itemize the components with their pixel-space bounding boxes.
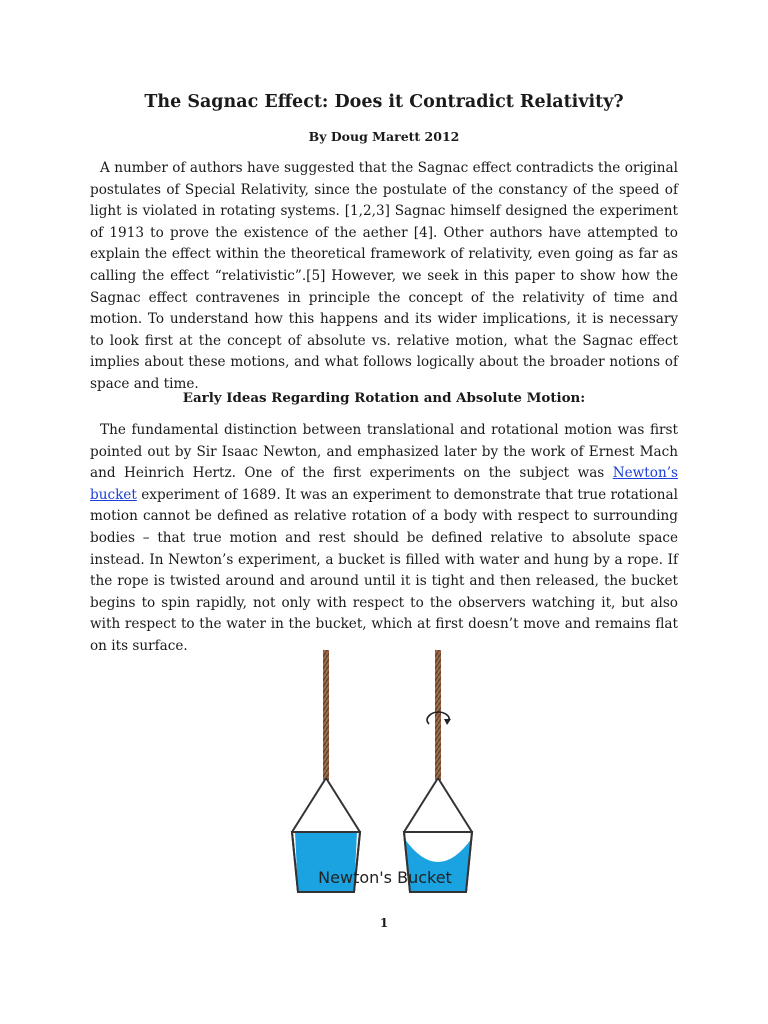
rope xyxy=(323,650,329,780)
newtons-bucket-link[interactable]: Newton’s bucket xyxy=(90,465,678,503)
paragraph-text: The fundamental distinction between translational and rotational motion was first pointed out by Sir Isaac Newton, and emphasized later by the work of Ernest Mach and Heinrich Hertz. One of the first experiments on the subject was xyxy=(90,422,678,482)
page-number: 1 xyxy=(379,916,389,930)
bucket-still xyxy=(292,650,360,892)
section-heading: Early Ideas Regarding Rotation and Absolute Motion: xyxy=(182,390,586,406)
bucket-illustration xyxy=(290,646,480,896)
paragraph-text: experiment of 1689. It was an experiment to demonstrate that true rotational motion cannot be defined as relative rotation of a body with respect to surrounding bodies – that true motion and rest should be defined relative to absolute space instead. In Newton’s experiment, a bucket is filled with water and hung by a rope. If the rope is twisted around and around until it is tight and then released, the bucket begins to spin rapidly, not only with respect to the observers watching it, but also with respect to the water in the bucket, which at first doesn’t move and remains flat on its surface. xyxy=(90,486,678,654)
intro-paragraph: A number of authors have suggested that the Sagnac effect contradicts the original postulates of Special Relativity, since the postulate of the constancy of the speed of light is violated in rotating systems. [1,2,3] Sagnac himself designed the experiment of 1913 to prove the existence of the aether [4]. Other authors have attempted to explain the effect within the theoretical framework of relativity, even going as far as calling the effect “relativistic”.[5] However, we seek in this paper to show how the Sagnac effect contravenes in principle the concept of the relativity of time and motion. To understand how this happens and its wider implications, it is necessary to look first at the concept of absolute vs. relative motion, what the Sagnac effect implies about these motions, and what follows logically about the broader notions of space and time. xyxy=(90,160,678,392)
newtons-bucket-figure xyxy=(290,646,480,896)
figure-caption: Newton's Bucket xyxy=(318,868,452,887)
hanger xyxy=(292,778,360,832)
author-byline: By Doug Marett 2012 xyxy=(308,129,460,144)
bucket-spinning xyxy=(404,650,472,896)
hanger xyxy=(404,778,472,832)
page-title: The Sagnac Effect: Does it Contradict Relativity? xyxy=(144,92,624,112)
body-paragraph xyxy=(90,420,678,658)
rope xyxy=(435,650,441,780)
